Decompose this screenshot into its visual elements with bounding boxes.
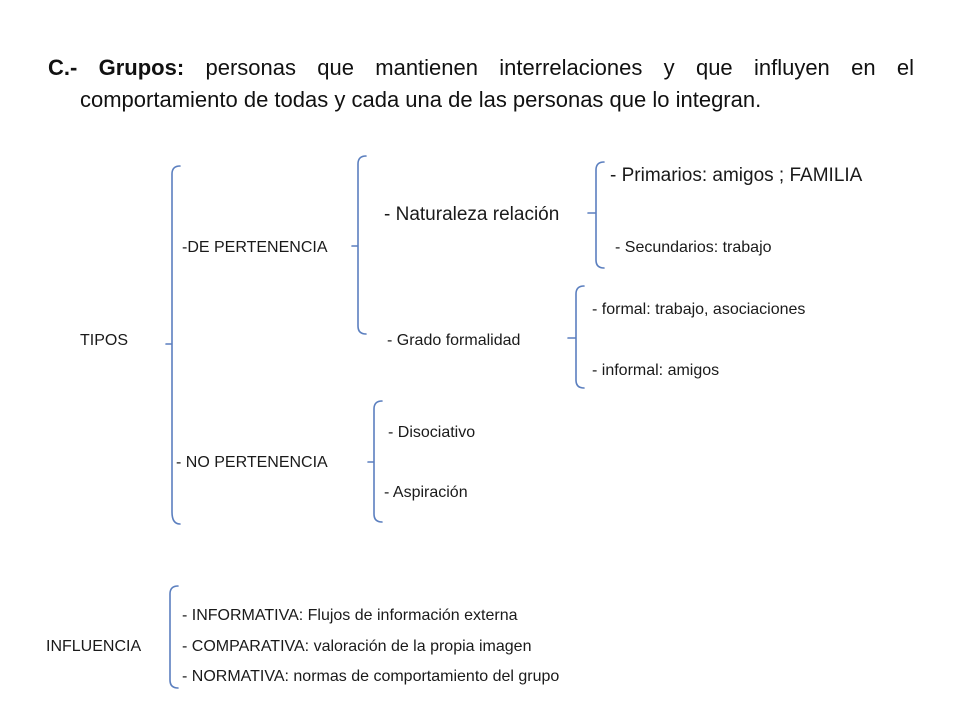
aspiracion-item: - Aspiración [384,484,468,501]
disociativo-item: - Disociativo [388,424,476,441]
title-label: C.- Grupos: [48,55,185,80]
normativa-item: - NORMATIVA: normas de comportamiento del grupo [182,668,560,685]
formalidad-brace [568,286,584,388]
formal-item: - formal: trabajo, asociaciones [592,301,806,318]
title-line-2: comportamiento de todas y cada una de las personas que lo integran. [80,87,762,112]
naturaleza-label: - Naturaleza relación [384,204,560,225]
title-line-1 [48,54,914,82]
comparativa-item: - COMPARATIVA: valoración de la propia imagen [182,638,532,655]
influencia-label: INFLUENCIA [46,638,142,655]
title-definition-start: personas que mantienen interrelaciones y que influyen en el [205,55,914,80]
informal-item: - informal: amigos [592,362,720,379]
tipos-label: TIPOS [80,332,129,349]
pertenencia-label: -DE PERTENENCIA [182,239,328,256]
informativa-item: - INFORMATIVA: Flujos de información externa [182,607,518,624]
no-pertenencia-brace [368,401,382,522]
no-pertenencia-label: - NO PERTENENCIA [176,454,328,471]
primarios-item: - Primarios: amigos ; FAMILIA [610,165,863,186]
influencia-brace [170,586,178,688]
formalidad-label: - Grado formalidad [387,332,521,349]
naturaleza-brace [588,162,604,268]
secundarios-item: - Secundarios: trabajo [615,239,772,256]
pertenencia-brace [352,156,366,334]
